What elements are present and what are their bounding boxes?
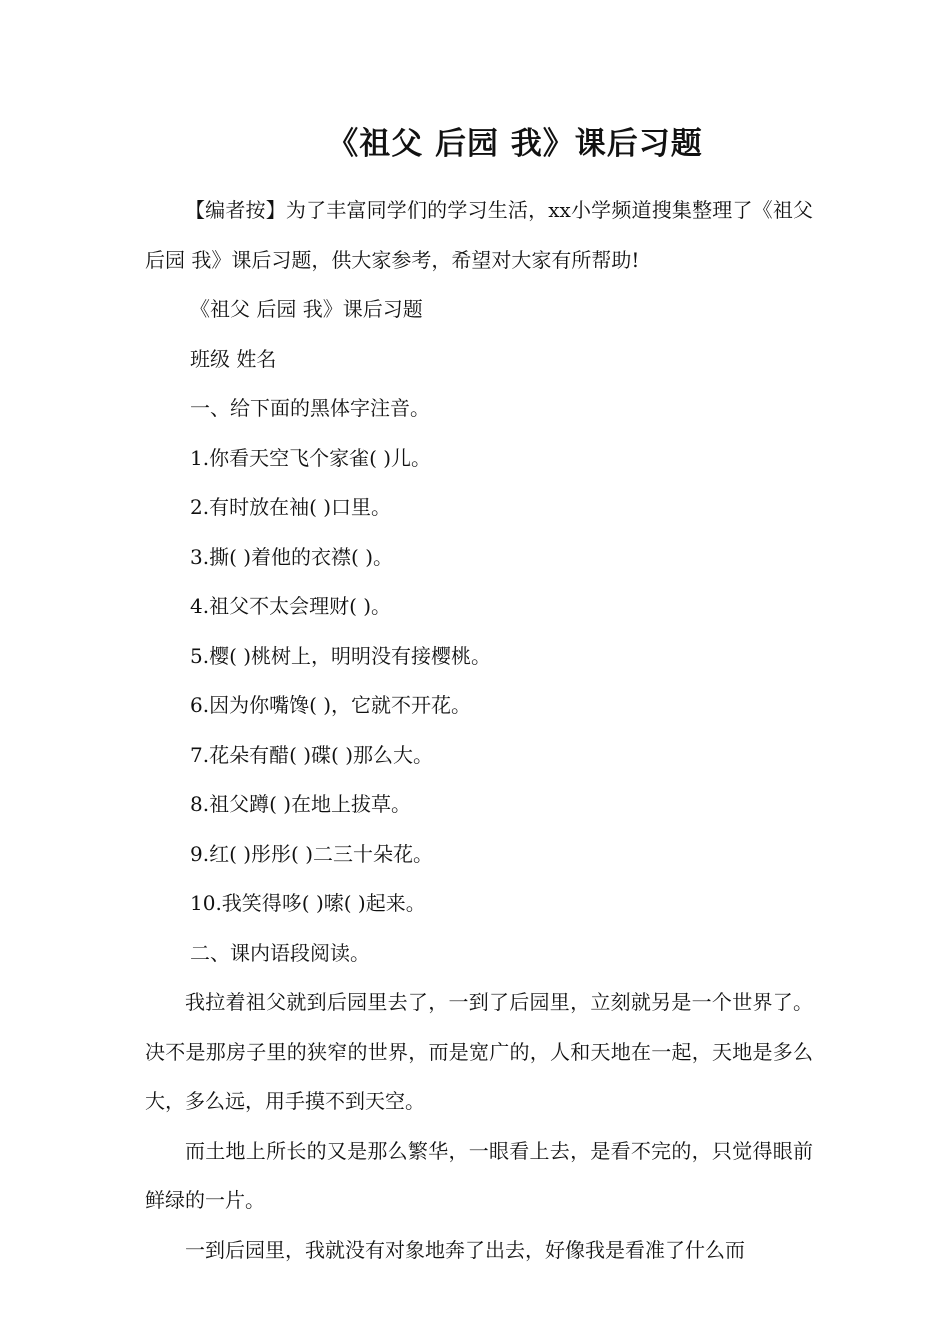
question-item: 3.撕( )着他的衣襟( )。 <box>190 544 394 569</box>
passage-paragraph: 一到后园里，我就没有对象地奔了出去，好像我是看准了什么而 <box>185 1237 745 1262</box>
question-item: 10.我笑得哆( )嗦( )起来。 <box>190 891 426 915</box>
question-item: 7.花朵有醋( )碟( )那么大。 <box>190 742 434 767</box>
question-item: 6.因为你嘴馋( )，它就不开花。 <box>190 693 472 717</box>
subtitle: 《祖父 后园 我》课后习题 <box>190 297 423 321</box>
document-title: 《祖父 后园 我》课后习题 <box>327 126 703 162</box>
question-item: 4.祖父不太会理财( )。 <box>190 594 392 618</box>
passage-paragraph: 我拉着祖父就到后园里去了，一到了后园里，立刻就另是一个世界了。决不是那房子里的狭窄的世界，而是宽广的，人和天地在一起，天地是多么大，多么远，用手摸不到天空。 <box>145 990 813 1113</box>
class-name-line: 班级 姓名 <box>190 346 277 371</box>
passage-paragraph: 而土地上所长的又是那么繁华，一眼看上去，是看不完的，只觉得眼前鲜绿的一片。 <box>145 1138 813 1212</box>
question-item: 8.祖父蹲( )在地上拔草。 <box>190 792 412 816</box>
question-item: 2.有时放在袖( )口里。 <box>190 495 392 519</box>
section-1-heading: 一、给下面的黑体字注音。 <box>190 396 430 420</box>
intro-paragraph: 【编者按】为了丰富同学们的学习生活，xx小学频道搜集整理了《祖父 后园 我》课后习题，供大家参考，希望对大家有所帮助! <box>145 198 813 272</box>
question-item: 9.红( )彤彤( )二三十朵花。 <box>190 841 434 866</box>
question-item: 1.你看天空飞个家雀( )儿。 <box>190 445 432 470</box>
section-2-heading: 二、课内语段阅读。 <box>190 940 370 965</box>
question-item: 5.樱( )桃树上，明明没有接樱桃。 <box>190 643 492 668</box>
document-body <box>145 186 813 1275</box>
